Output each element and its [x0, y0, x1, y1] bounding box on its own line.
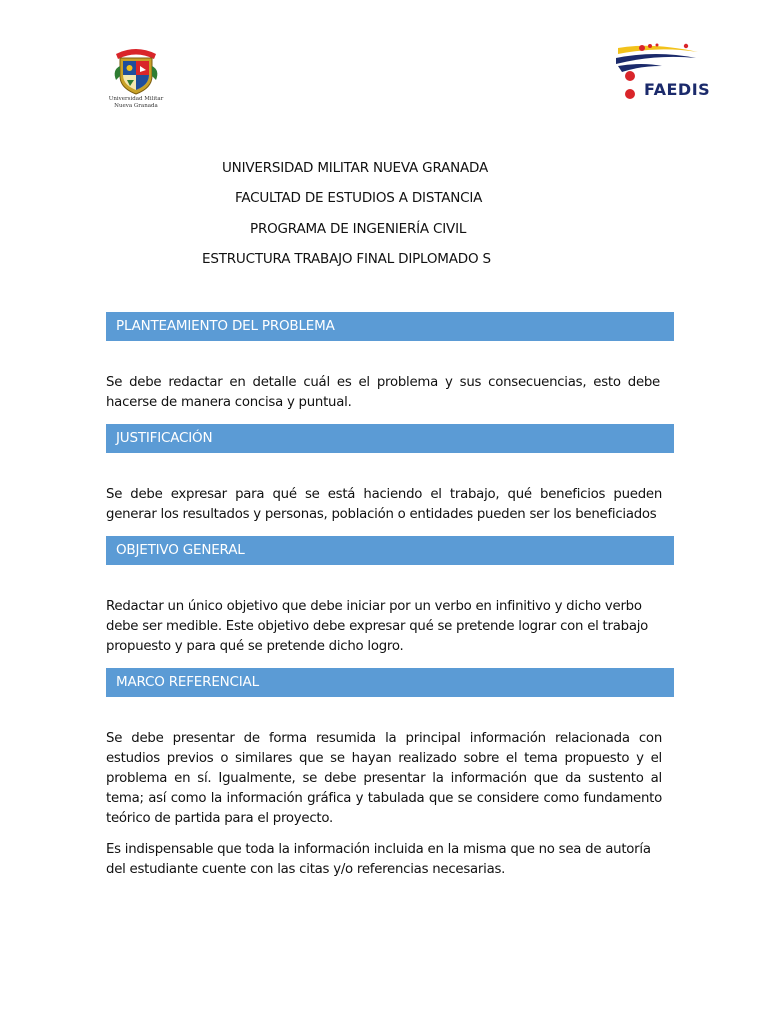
university-logo — [108, 44, 164, 110]
university-crest-icon — [108, 44, 164, 96]
section-heading-marco: MARCO REFERENCIAL — [106, 668, 674, 697]
header-program: PROGRAMA DE INGENIERÍA CIVIL — [250, 221, 467, 237]
section-text-marco-1: Se debe presentar de forma resumida la principal información relacionada con estudios previos o similares que se hayan realizado sobre el tema propuesto y el problema en sí. Igualmente, se debe presentar la información que da sustento al tema; así como la información gráfica y tabulada que se considere como fundamento teórico de partida para el proyecto. — [106, 731, 662, 826]
university-logo-caption: Universidad Militar Nueva Granada — [108, 96, 164, 109]
header-faculty: FACULTAD DE ESTUDIOS A DISTANCIA — [235, 190, 483, 206]
section-heading-objetivo: OBJETIVO GENERAL — [106, 536, 674, 565]
section-heading-justificacion: JUSTIFICACIÓN — [106, 424, 674, 453]
section-text-marco-2: Es indispensable que toda la información incluida en la misma que no sea de autoría del estudiante cuente con las citas y/o referencias necesarias. — [106, 842, 651, 877]
header-structure: ESTRUCTURA TRABAJO FINAL DIPLOMADO S — [202, 251, 491, 267]
header-university: UNIVERSIDAD MILITAR NUEVA GRANADA — [222, 160, 489, 176]
section-text-objetivo: Redactar un único objetivo que debe iniciar por un verbo en infinitivo y dicho verbo debe ser medible. Este objetivo debe expresar qué se pretende lograr con el trabajo propuesto y para qué se pretende dicho logro. — [106, 599, 649, 654]
section-text-planteamiento: Se debe redactar en detalle cuál es el problema y sus consecuencias, esto debe hacerse de manera concisa y puntual. — [106, 375, 660, 410]
faedis-logo — [612, 40, 738, 102]
section-text-justificacion: Se debe expresar para qué se está haciendo el trabajo, qué beneficios pueden generar los resultados y personas, población o entidades pueden ser los beneficiados — [106, 487, 662, 522]
faedis-brand-text: FAEDIS — [644, 80, 711, 99]
section-heading-planteamiento: PLANTEAMIENTO DEL PROBLEMA — [106, 312, 674, 341]
